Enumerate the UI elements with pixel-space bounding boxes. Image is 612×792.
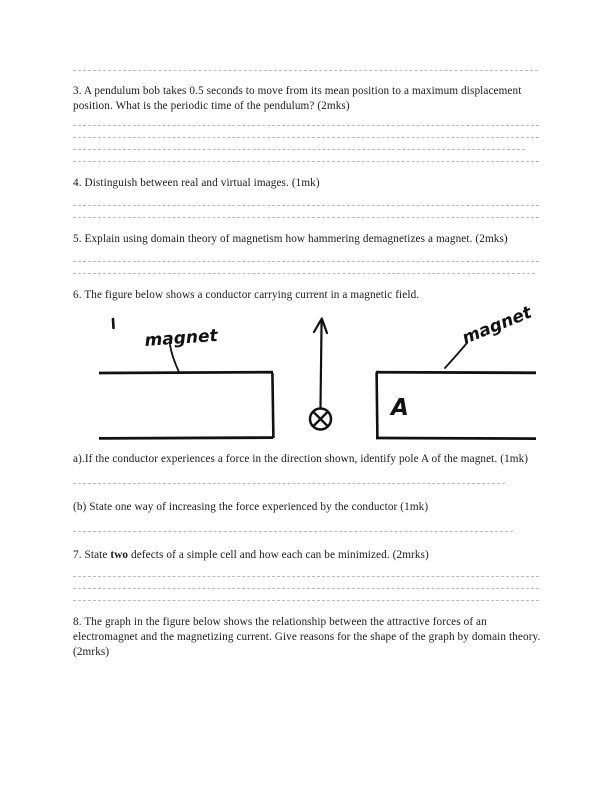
question-4-text: 4. Distinguish between real and virtual images. (1mk) <box>73 176 320 189</box>
question-8-text: 8. The graph in the figure below shows the relationship between the attractive forces of an electromagnet and the magnetizing current. Give reasons for the shape of the graph by domain theory. (2mrks) <box>73 616 541 658</box>
left-magnet-label: magnet <box>143 326 219 352</box>
pole-a-label: A <box>391 395 409 422</box>
question-6b-text: (b) State one way of increasing the force experienced by the conductor (1mk) <box>73 501 429 514</box>
right-magnet-leader-line <box>445 343 467 368</box>
question-6-text: 6. The figure below shows a conductor carrying current in a magnetic field. <box>73 288 420 301</box>
question-content-column <box>73 70 543 660</box>
left-magnet-shape <box>99 373 273 439</box>
question-7-bold-word: two <box>110 549 129 562</box>
figure-svg <box>73 302 543 452</box>
stray-mark <box>113 319 114 328</box>
answer-rules-q3 <box>73 125 543 162</box>
question-7-text-after: defects of a simple cell and how each can be minimized. (2mrks) <box>128 549 429 562</box>
question-7-text <box>73 548 543 563</box>
question-5-text: 5. Explain using domain theory of magnetism how hammering demagnetizes a magnet. (2mks) <box>73 232 508 245</box>
answer-rules-q5 <box>73 261 543 274</box>
magnet-conductor-figure <box>73 302 543 452</box>
answer-rules-q7 <box>73 576 543 601</box>
question-3-text: 3. A pendulum bob takes 0.5 seconds to move from its mean position to a maximum displacement position. What is the periodic time of the pendulum? (2mks) <box>73 85 522 112</box>
question-7-text-before: 7. State <box>73 549 111 562</box>
current-into-page-icon <box>310 409 331 430</box>
right-magnet-label: magnet <box>459 303 535 350</box>
force-arrow <box>314 319 327 408</box>
question-6a-text: a).If the conductor experiences a force in the direction shown, identify pole A of the magnet. (1mk) <box>73 453 529 466</box>
answer-rules-q4 <box>73 205 543 218</box>
